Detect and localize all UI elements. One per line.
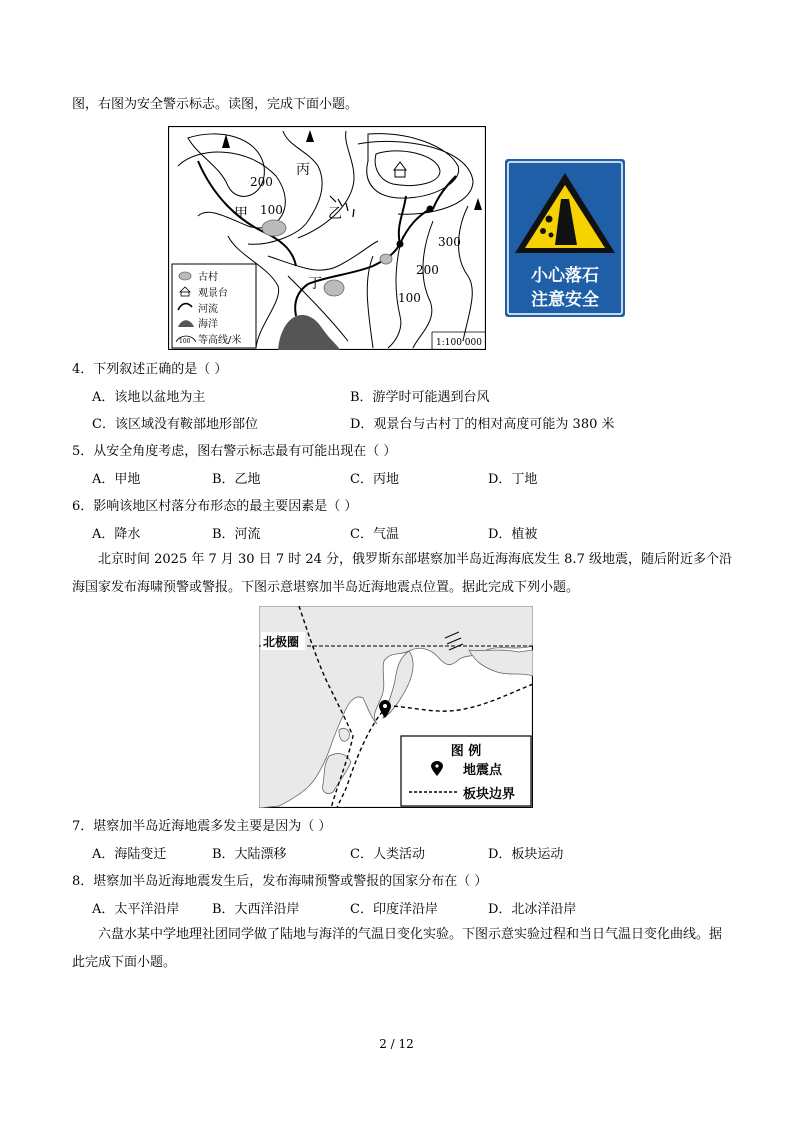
q8-option-d[interactable]: D．北冰洋沿岸 xyxy=(488,902,577,917)
q5-option-a[interactable]: A．甲地 xyxy=(92,472,141,487)
q6-option-b[interactable]: B．河流 xyxy=(212,527,261,542)
warning-sign xyxy=(505,159,625,317)
contour-label: 100 xyxy=(260,203,283,217)
q5-stem: 5．从安全角度考虑，图右警示标志最有可能出现在（ ） xyxy=(72,444,397,459)
svg-text:观景台: 观景台 xyxy=(198,288,228,299)
intro-text: 图，右图为安全警示标志。读图，完成下面小题。 xyxy=(72,97,359,112)
q4-option-c[interactable]: C．该区域没有鞍部地形部位 xyxy=(92,417,258,432)
page-number: 2 / 12 xyxy=(379,1037,414,1051)
contour-label: 200 xyxy=(250,175,273,189)
village-marker-icon xyxy=(324,280,344,296)
topographic-map xyxy=(168,126,486,350)
q4-option-d[interactable]: D．观景台与古村丁的相对高度可能为 380 米 xyxy=(350,417,615,432)
q5-option-b[interactable]: B．乙地 xyxy=(212,472,261,487)
map-scale: 1:100 000 xyxy=(436,338,482,348)
q7-option-b[interactable]: B．大陆漂移 xyxy=(212,847,287,862)
q5-option-d[interactable]: D．丁地 xyxy=(488,472,538,487)
svg-text:地震点: 地震点 xyxy=(463,763,503,778)
village-marker-icon xyxy=(380,254,392,264)
contour-label: 200 xyxy=(416,263,439,277)
q4-option-a[interactable]: A．该地以盆地为主 xyxy=(92,390,206,405)
passage-kamchatka: 北京时间 2025 年 7 月 30 日 7 时 24 分，俄罗斯东部堪察加半岛近海海底发生 8.7 级地震，随后附近多个沿海国家发布海啸预警或警报。下图示意堪察加半岛近海地震点位置。据此完成下列小题。 xyxy=(72,552,732,595)
svg-text:100: 100 xyxy=(179,338,191,345)
svg-text:河流: 河流 xyxy=(198,304,218,315)
q8-option-b[interactable]: B．大西洋沿岸 xyxy=(212,902,300,917)
contour-label: 300 xyxy=(438,235,461,249)
label-jia: 甲 xyxy=(234,206,248,222)
map2-legend xyxy=(401,736,531,806)
passage-experiment: 六盘水某中学地理社团同学做了陆地与海洋的气温日变化实验。下图示意实验过程和当日气温日变化曲线。据此完成下面小题。 xyxy=(72,927,723,970)
q8-stem: 8．堪察加半岛近海地震发生后，发布海啸预警或警报的国家分布在（ ） xyxy=(72,874,488,889)
q6-option-c[interactable]: C．气温 xyxy=(350,527,399,542)
svg-text:古村: 古村 xyxy=(198,272,218,283)
kamchatka-map xyxy=(259,606,533,808)
svg-text:海洋: 海洋 xyxy=(198,319,218,330)
map-legend xyxy=(172,264,256,348)
q7-stem: 7．堪察加半岛近海地震多发主要是因为（ ） xyxy=(72,819,332,834)
svg-text:板块边界: 板块边界 xyxy=(463,787,516,802)
q7-option-a[interactable]: A．海陆变迁 xyxy=(92,847,167,862)
q7-option-d[interactable]: D．板块运动 xyxy=(488,847,564,862)
q4-stem: 4．下列叙述正确的是（ ） xyxy=(72,362,228,377)
svg-text:等高线/米: 等高线/米 xyxy=(198,335,242,346)
label-yi: 乙 xyxy=(328,206,342,222)
contour-label: 100 xyxy=(398,291,421,305)
q6-option-a[interactable]: A．降水 xyxy=(92,527,141,542)
q7-option-c[interactable]: C．人类活动 xyxy=(350,847,425,862)
village-marker-icon xyxy=(262,220,286,236)
arctic-circle-label: 北极圈 xyxy=(263,635,300,649)
svg-text:图 例: 图 例 xyxy=(450,744,482,759)
sign-line1: 小心落石 xyxy=(531,266,599,286)
sign-line2: 注意安全 xyxy=(531,290,599,310)
q6-option-d[interactable]: D．植被 xyxy=(488,527,538,542)
label-ding: 丁 xyxy=(308,276,322,292)
q6-stem: 6．影响该地区村落分布形态的最主要因素是（ ） xyxy=(72,499,358,514)
q5-option-c[interactable]: C．丙地 xyxy=(350,472,399,487)
label-bing: 丙 xyxy=(296,162,310,178)
q8-option-c[interactable]: C．印度洋沿岸 xyxy=(350,902,438,917)
q8-option-a[interactable]: A．太平洋沿岸 xyxy=(92,902,180,917)
q4-option-b[interactable]: B．游学时可能遇到台风 xyxy=(350,390,490,405)
